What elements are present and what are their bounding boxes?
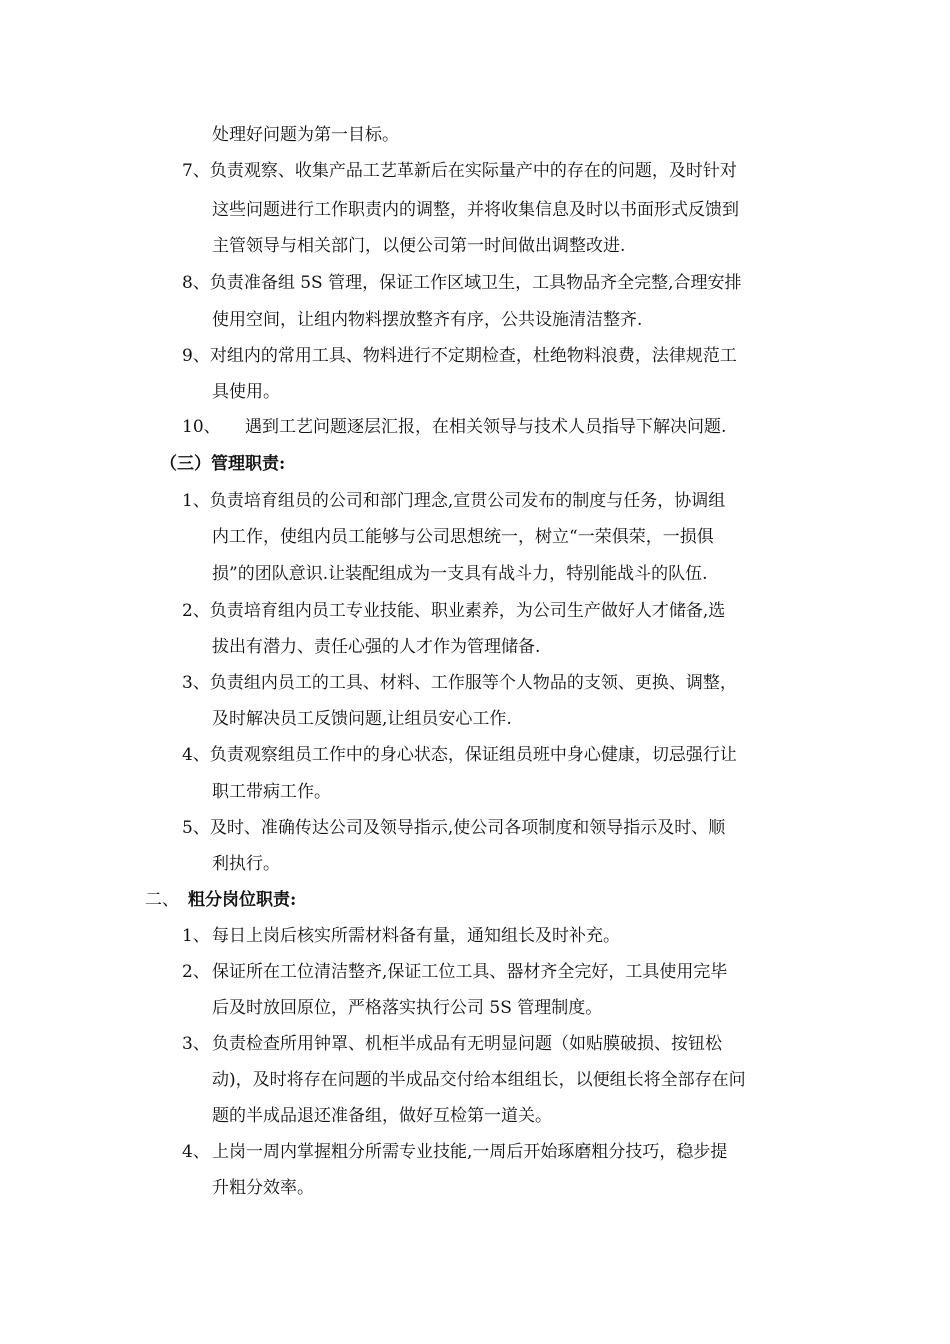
list-item-2: 2、负责培育组内员工专业技能、职业素养，为公司生产做好人才储备,选 (182, 601, 726, 621)
text-line: 题的半成品退还准备组，做好互检第一道关。 (212, 1106, 552, 1126)
list-item-3: 3、负责组内员工的工具、材料、工作服等个人物品的支领、更换、调整， (182, 673, 737, 693)
text-line: 职工带病工作。 (212, 782, 331, 802)
text-line: 内工作，使组内员工能够与公司思想统一，树立“一荣俱荣，一损俱 (212, 527, 714, 547)
list-number-3: 3、 (182, 1034, 210, 1054)
list-item-text: 负责检查所用钟罩、机柜半成品有无明显问题（如贴膜破损、按钮松 (212, 1034, 722, 1054)
list-item-9: 9、对组内的常用工具、物料进行不定期检查，杜绝物料浪费，法律规范工 (182, 346, 737, 366)
text-line: 这些问题进行工作职责内的调整，并将收集信息及时以书面形式反馈到 (212, 200, 739, 220)
list-item-5: 5、及时、准确传达公司及领导指示,使公司各项制度和领导指示及时、顺 (182, 818, 726, 838)
text-line: 主管领导与相关部门，以便公司第一时间做出调整改进. (212, 236, 626, 256)
text-line: 具使用。 (212, 382, 280, 402)
text-line: 使用空间，让组内物料摆放整齐有序，公共设施清洁整齐. (212, 310, 643, 330)
list-number-4: 4、 (182, 1142, 210, 1162)
list-number-1: 1、 (182, 926, 210, 946)
list-item-1: 1、负责培育组员的公司和部门理念,宣贯公司发布的制度与任务，协调组 (182, 491, 726, 511)
text-line: 动)，及时将存在问题的半成品交付给本组组长，以便组长将全部存在问 (212, 1070, 746, 1090)
text-line: 拔出有潜力、责任心强的人才作为管理储备. (212, 637, 541, 657)
section-heading-management: （三）管理职责: (160, 454, 286, 474)
list-item-4: 4、负责观察组员工作中的身心状态，保证组员班中身心健康，切忌强行让 (182, 745, 737, 765)
list-number-2: 2、 (182, 962, 210, 982)
list-item-10-text: 遇到工艺问题逐层汇报，在相关领导与技术人员指导下解决问题. (245, 417, 727, 437)
text-line: 损”的团队意识.让装配组成为一支具有战斗力，特别能战斗的队伍. (212, 564, 708, 584)
list-item-text: 上岗一周内掌握粗分所需专业技能,一周后开始琢磨粗分技巧，稳步提 (212, 1142, 728, 1162)
list-item-7: 7、负责观察、收集产品工艺革新后在实际量产中的存在的问题，及时针对 (182, 161, 737, 181)
text-line: 升粗分效率。 (212, 1178, 314, 1198)
list-number-10: 10、 (182, 417, 221, 437)
section-heading-rough-sort: 粗分岗位职责: (188, 890, 297, 910)
list-item-text: 每日上岗后核实所需材料备有量，通知组长及时补充。 (212, 926, 620, 946)
text-line: 后及时放回原位，严格落实执行公司 5S 管理制度。 (212, 998, 603, 1018)
text-line: 及时解决员工反馈问题,让组员安心工作. (212, 709, 512, 729)
text-line: 处理好问题为第一目标。 (212, 125, 399, 145)
list-item-8: 8、负责准备组 5S 管理，保证工作区域卫生，工具物品齐全完整,合理安排 (182, 273, 742, 293)
section-number-2: 二、 (145, 890, 179, 910)
text-line: 利执行。 (212, 854, 280, 874)
list-item-text: 保证所在工位清洁整齐,保证工位工具、器材齐全完好，工具使用完毕 (212, 962, 728, 982)
